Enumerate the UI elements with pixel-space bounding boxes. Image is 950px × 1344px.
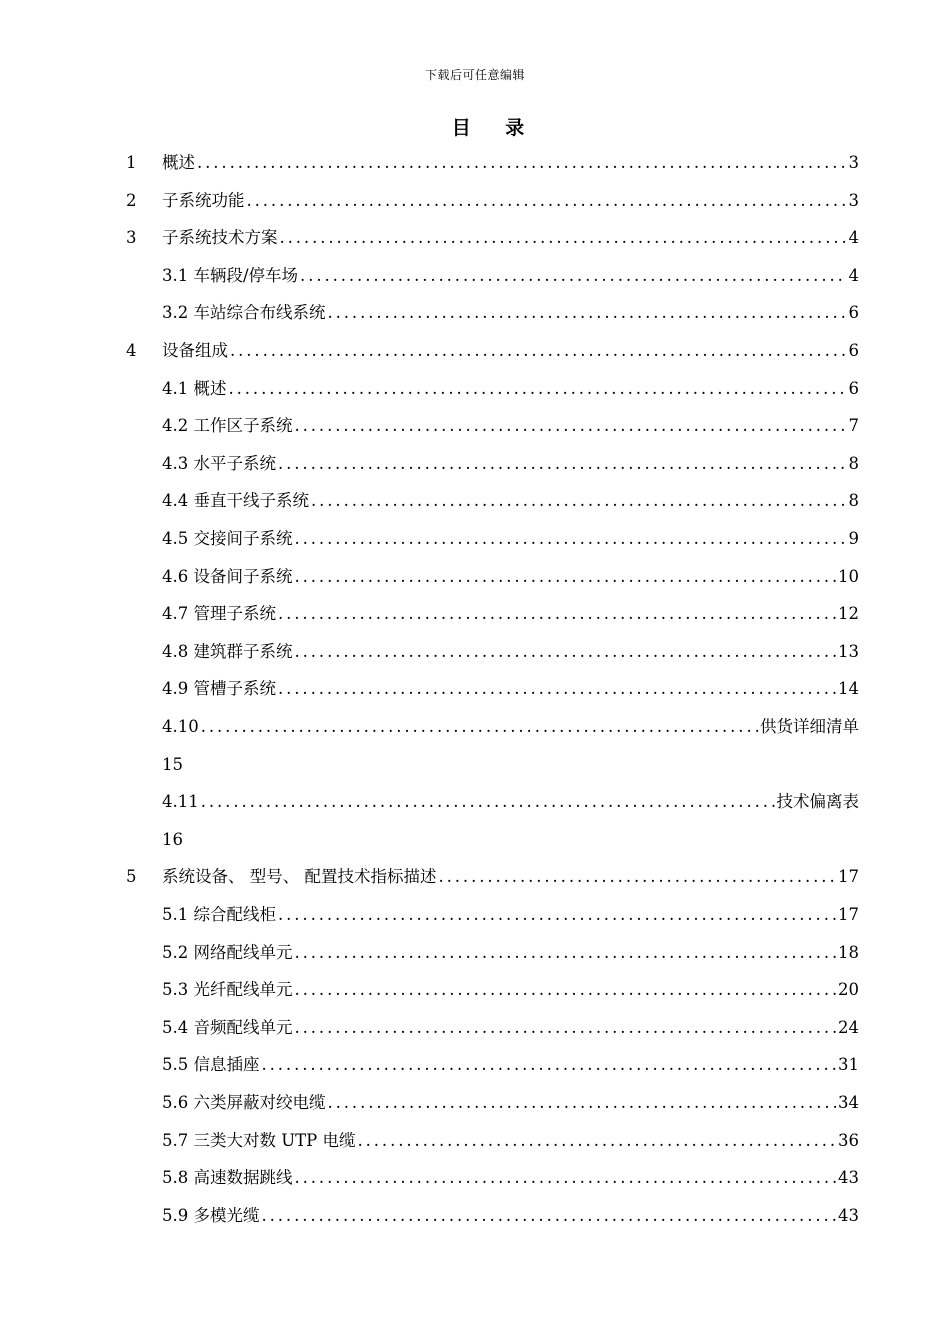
toc-entry-label: 4.5 交接间子系统 [162, 529, 293, 548]
toc-entry-page: 18 [838, 942, 859, 962]
toc-entry-page: 6 [848, 341, 859, 360]
toc-entry-page: 3 [848, 153, 859, 172]
toc-dot-leader [295, 971, 837, 1009]
toc-dot-leader [278, 595, 836, 633]
toc-entry[interactable] [0, 294, 950, 332]
toc-entry[interactable] [0, 219, 950, 257]
toc-dot-leader [201, 708, 758, 746]
toc-title: 目 录 [451, 117, 539, 139]
toc-entry-label: 设备组成 [162, 341, 228, 360]
toc-entry-page: 43 [838, 1168, 859, 1188]
toc-dot-leader [295, 407, 847, 445]
toc-entry[interactable] [0, 934, 950, 972]
toc-entry-number: 4 [126, 341, 137, 360]
toc-entry[interactable] [0, 482, 950, 520]
toc-entry[interactable] [0, 1084, 950, 1122]
toc-entry-page: 12 [838, 604, 859, 624]
toc-entry-page: 技术偏离表 [776, 792, 859, 812]
toc-entry[interactable] [0, 708, 950, 746]
toc-entry[interactable] [0, 332, 950, 370]
toc-dot-leader [278, 896, 836, 934]
toc-entry-label: 4.8 建筑群子系统 [162, 641, 293, 661]
toc-dot-leader [278, 670, 836, 708]
toc-entry-number: 1 [126, 153, 137, 172]
toc-dot-leader [278, 445, 847, 483]
toc-dot-leader [230, 332, 847, 370]
toc-dot-leader [311, 482, 847, 520]
toc-entry-label: 概述 [162, 153, 195, 172]
toc-entry-label: 3.2 车站综合布线系统 [162, 303, 326, 323]
toc-entry-number: 5 [126, 867, 137, 887]
toc-entry-label: 3.1 车辆段/停车场 [162, 265, 299, 285]
toc-entry-page: 8 [848, 491, 859, 511]
toc-entry-label: 4.1 概述 [162, 378, 227, 398]
toc-entry-label: 5.7 三类大对数 UTP 电缆 [162, 1130, 356, 1150]
toc-entry[interactable] [0, 1197, 950, 1235]
toc-entry-page: 24 [838, 1017, 859, 1037]
toc-entry-label: 子系统功能 [162, 190, 245, 210]
toc-entry[interactable] [0, 783, 950, 821]
toc-entry[interactable] [0, 971, 950, 1009]
toc-dot-leader [439, 858, 837, 896]
toc-dot-leader [300, 257, 846, 295]
toc-entry-label: 4.11 [162, 792, 199, 812]
toc-entry[interactable] [0, 445, 950, 483]
toc-entry-label: 5.1 综合配线柜 [162, 905, 276, 924]
header-note: 下载后可任意编辑 [424, 68, 525, 82]
toc-entry-label: 4.6 设备间子系统 [162, 566, 293, 586]
toc-entry-label: 4.2 工作区子系统 [162, 416, 293, 436]
toc-dot-leader [295, 1159, 837, 1197]
toc-entry-label: 5.9 多模光缆 [162, 1205, 260, 1225]
toc-entry-page: 17 [838, 905, 859, 924]
toc-entry-label: 4.4 垂直干线子系统 [162, 491, 309, 511]
toc-entry-label: 5.4 音频配线单元 [162, 1017, 293, 1037]
toc-entry-page: 10 [838, 566, 859, 586]
toc-dot-leader [201, 783, 775, 821]
toc-dot-leader [262, 1046, 837, 1084]
toc-dot-leader [280, 219, 847, 257]
toc-entry[interactable] [0, 1159, 950, 1197]
toc-entry-label: 4.7 管理子系统 [162, 604, 276, 624]
toc-dot-leader [247, 182, 847, 220]
toc-entry-page: 4 [848, 228, 859, 248]
toc-entry-page: 34 [838, 1093, 859, 1112]
toc-dot-leader [197, 144, 847, 182]
toc-entry-number: 2 [126, 190, 137, 210]
toc-entry[interactable] [0, 144, 950, 182]
toc-dot-leader [295, 633, 837, 671]
toc-entry-page: 4 [848, 265, 859, 285]
toc-entry[interactable] [0, 633, 950, 671]
toc-dot-leader [262, 1197, 837, 1235]
toc-entry-page: 8 [848, 453, 859, 473]
toc-entry-page: 43 [838, 1205, 859, 1225]
toc-entry-label: 4.3 水平子系统 [162, 453, 276, 473]
toc-entry-label: 4.10 [162, 717, 199, 736]
toc-entry[interactable] [0, 896, 950, 934]
toc-entry[interactable] [0, 1046, 950, 1084]
toc-entry[interactable] [0, 858, 950, 896]
toc-entry-page-number: 16 [162, 829, 183, 849]
toc-dot-leader [295, 1009, 837, 1047]
toc-entry-label: 5.6 六类屏蔽对绞电缆 [162, 1093, 326, 1112]
toc-entry-label: 子系统技术方案 [162, 228, 278, 248]
toc-entry-number: 3 [126, 228, 137, 248]
toc-entry-page: 36 [838, 1130, 859, 1150]
toc-dot-leader [328, 1084, 837, 1122]
toc-entry-page: 13 [838, 641, 859, 661]
toc-entry-page: 6 [848, 303, 859, 323]
toc-dot-leader [295, 558, 837, 596]
toc-entry[interactable] [0, 595, 950, 633]
toc-entry-label: 系统设备、 型号、 配置技术指标描述 [162, 867, 437, 887]
toc-entry-page: 7 [848, 416, 859, 436]
toc-dot-leader [328, 294, 847, 332]
toc-dot-leader [295, 934, 837, 972]
toc-entry[interactable] [0, 407, 950, 445]
toc-entry-page: 6 [848, 378, 859, 398]
toc-entry[interactable] [0, 182, 950, 220]
toc-entry-label: 5.3 光纤配线单元 [162, 980, 293, 1000]
toc-entry-label: 4.9 管槽子系统 [162, 679, 276, 699]
toc-entry[interactable] [0, 670, 950, 708]
toc-entry-page: 3 [848, 190, 859, 210]
toc-entry-page-number: 15 [162, 754, 183, 774]
toc-entry-page: 供货详细清单 [760, 717, 859, 736]
toc-dot-leader [358, 1122, 837, 1160]
toc-entry[interactable] [0, 520, 950, 558]
toc-entry-page: 17 [838, 867, 859, 887]
toc-entry[interactable] [0, 257, 950, 295]
toc-dot-leader [229, 370, 847, 408]
toc-entry[interactable] [0, 558, 950, 596]
toc-entry[interactable] [0, 1122, 950, 1160]
toc-entry-page: 20 [838, 980, 859, 1000]
toc-entry-page: 14 [838, 679, 859, 699]
toc-entry-page: 31 [838, 1055, 859, 1075]
toc-entry-page: 9 [848, 529, 859, 548]
toc-entry[interactable] [0, 1009, 950, 1047]
toc-dot-leader [295, 520, 847, 558]
toc-entry[interactable] [0, 370, 950, 408]
toc-entry-label: 5.2 网络配线单元 [162, 942, 293, 962]
toc-entry-label: 5.5 信息插座 [162, 1055, 260, 1075]
toc-entry-label: 5.8 高速数据跳线 [162, 1168, 293, 1188]
